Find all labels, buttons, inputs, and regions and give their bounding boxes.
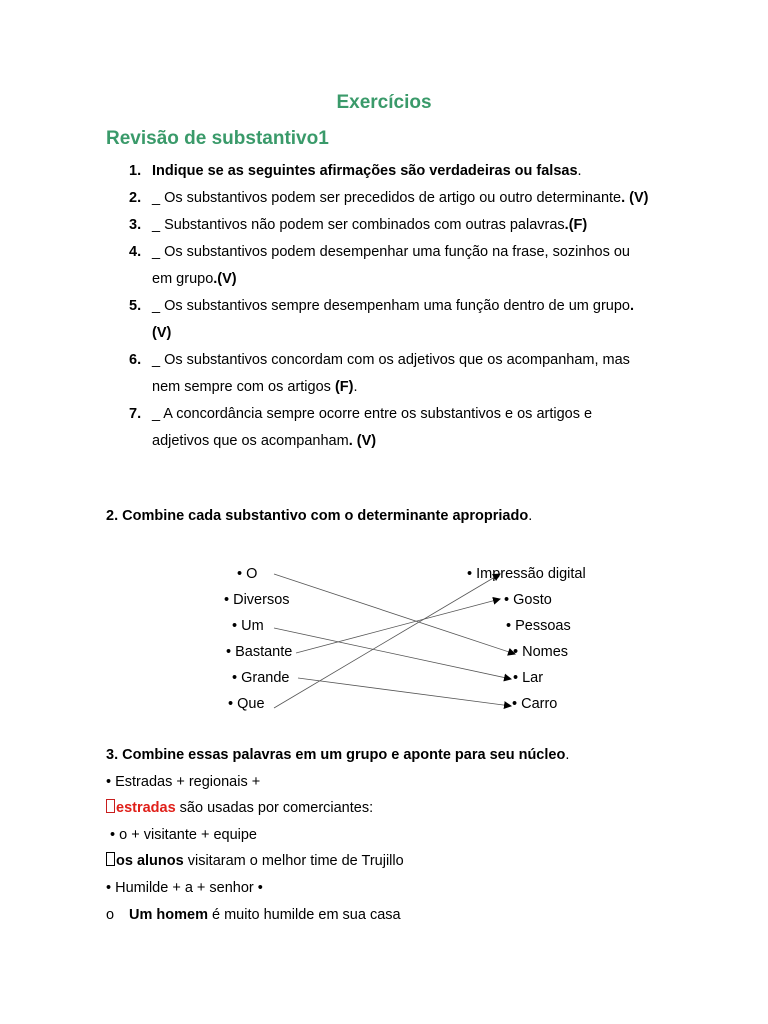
right-word-lar: • Lar	[513, 670, 544, 686]
item-number: 3.	[129, 217, 142, 233]
item-number: 7.	[129, 406, 142, 422]
item-text: _ A concordância sempre ocorre entre os substantivos e os artigos e adjetivos que os acompanham	[152, 406, 593, 449]
right-word-pessoas: • Pessoas	[506, 618, 571, 634]
item-text: _ Substantivos não podem ser combinados com outras palavras	[152, 217, 565, 233]
answer-3-nucleus: Um homem	[129, 906, 208, 923]
item-tail: .	[353, 379, 358, 395]
item-number: 1.	[129, 163, 142, 179]
answer-line-2	[106, 848, 569, 875]
item-text: Indique se as seguintes afirmações são verdadeiras ou falsas	[152, 163, 578, 179]
item-answer: . (V)	[621, 190, 649, 206]
section-3-heading-tail: .	[565, 747, 570, 763]
answer-3-rest: é muito humilde em sua casa	[207, 906, 401, 923]
item-answer: .(V)	[213, 271, 237, 287]
item-number: 4.	[129, 244, 142, 260]
item-number: 5.	[129, 298, 142, 314]
answer-line-1	[106, 795, 569, 822]
combine-line-2: • o + visitante + equipe	[106, 826, 257, 843]
match-line-que-impressao	[274, 574, 500, 708]
right-word-impressao-digital: • Impressão digital	[467, 566, 586, 582]
section-3-heading-text: 3. Combine essas palavras em um grupo e aponte para seu núcleo	[106, 747, 566, 763]
answer-2-nucleus: os alunos	[116, 853, 184, 870]
section-3	[106, 742, 569, 928]
item-number: 2.	[129, 190, 142, 206]
item-answer: . (V)	[348, 433, 377, 449]
answer-line-3	[106, 902, 569, 929]
answer-2-rest: visitaram o melhor time de Trujillo	[183, 853, 404, 870]
page-title: Exercícios	[336, 92, 432, 113]
match-line-grande-carro	[298, 678, 511, 706]
left-word-bastante: • Bastante	[226, 644, 293, 660]
item-answer: (F)	[334, 379, 354, 395]
item-text: _ Os substantivos sempre desempenham uma função dentro de um grupo	[152, 298, 630, 314]
match-line-um-lar	[274, 628, 511, 679]
checkbox-glyph-icon	[106, 852, 115, 866]
answer-1-nucleus: estradas	[116, 800, 176, 817]
right-word-gosto: • Gosto	[504, 592, 552, 608]
item-text: _ Os substantivos podem ser precedidos de artigo ou outro determinante	[152, 190, 622, 206]
item-number: 6.	[129, 352, 142, 368]
left-word-o: • O	[237, 566, 258, 582]
item-answer: . (V)	[152, 298, 634, 341]
section-2-heading-tail: .	[528, 508, 533, 524]
left-word-um: • Um	[232, 618, 264, 634]
section-2-heading-text: 2. Combine cada substantivo com o determinante apropriado	[106, 508, 529, 524]
match-line-bastante-gosto	[296, 599, 500, 653]
right-word-carro: • Carro	[512, 696, 558, 712]
item-text: _ Os substantivos podem desempenhar uma função na frase, sozinhos ou em grupo	[152, 244, 630, 287]
item-text: _ Os substantivos concordam com os adjetivos que os acompanham, mas nem sempre com os artigos	[152, 352, 630, 395]
item-tail: .	[577, 163, 582, 179]
page-subtitle: Revisão de substantivo1	[106, 128, 329, 149]
answer-1-rest: são usadas por comerciantes:	[175, 800, 374, 817]
match-line-o-nomes	[274, 574, 515, 654]
left-word-grande: • Grande	[232, 670, 290, 686]
combine-line-1: • Estradas + regionais +	[106, 773, 261, 790]
section-3-heading	[106, 742, 569, 769]
right-word-nomes: • Nomes	[513, 644, 569, 660]
left-word-diversos: • Diversos	[224, 592, 290, 608]
left-word-que: • Que	[228, 696, 265, 712]
answer-3-marker: o	[106, 906, 115, 923]
combine-line-3: • Humilde + a + senhor •	[106, 879, 263, 896]
checkbox-glyph-icon	[106, 799, 115, 813]
item-answer: .(F)	[564, 217, 588, 233]
